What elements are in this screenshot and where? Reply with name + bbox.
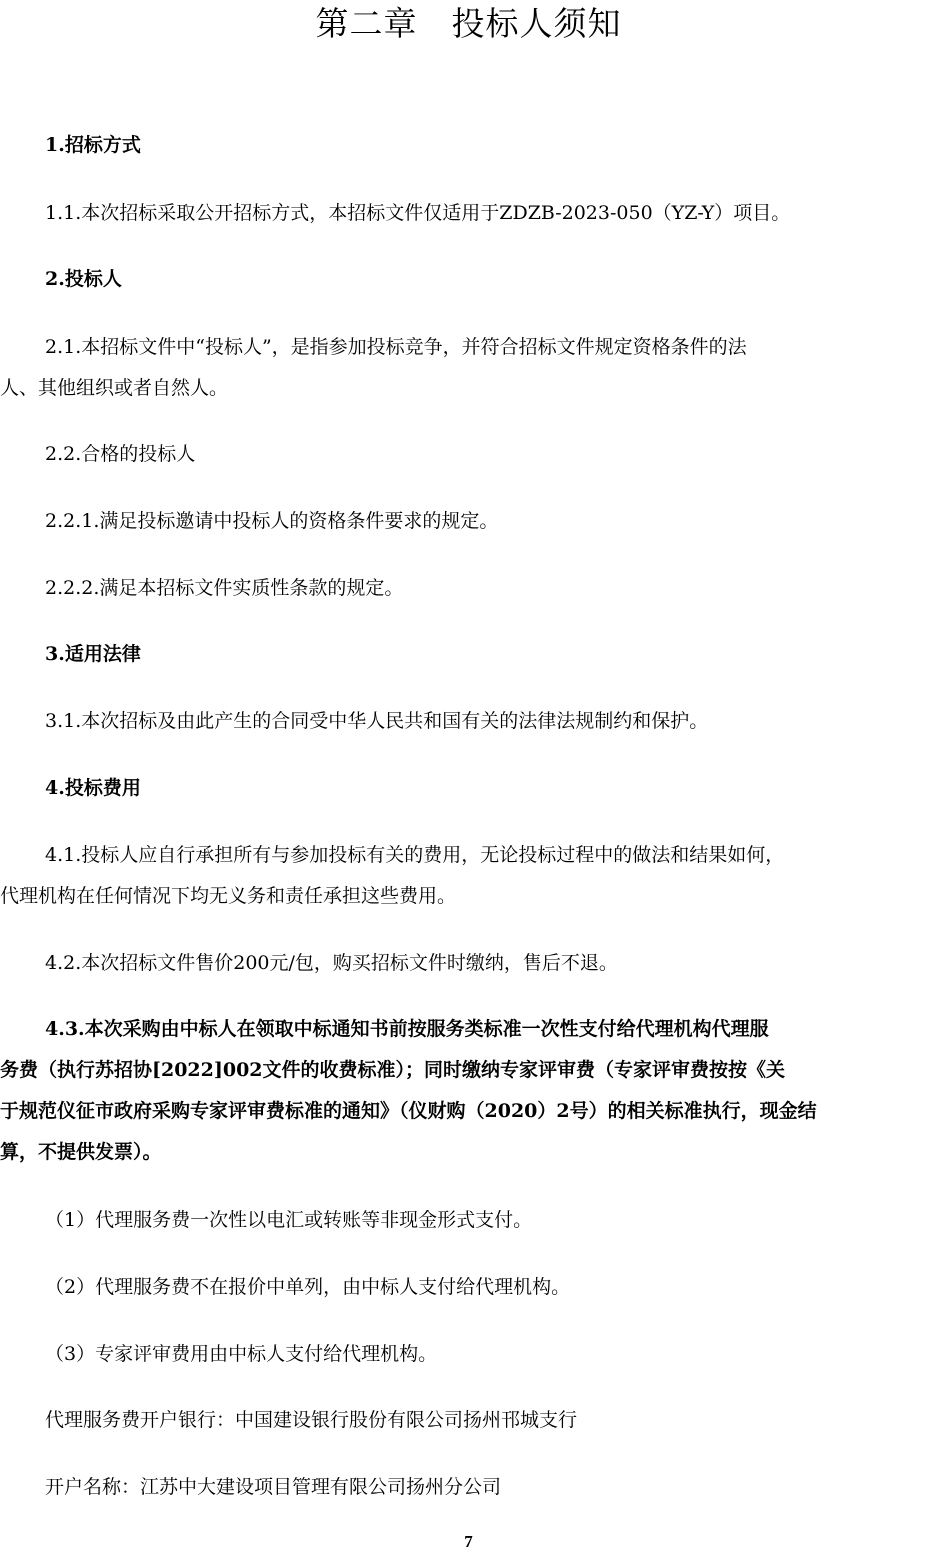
clause-3-1: 3.1.本次招标及由此产生的合同受中华人民共和国有关的法律法规制约和保护。 [45, 710, 709, 732]
list-item-1: （1）代理服务费一次性以电汇或转账等非现金形式支付。 [45, 1209, 533, 1231]
account-name: 开户名称：江苏中大建设项目管理有限公司扬州分公司 [45, 1476, 502, 1498]
clause-4-3-line-2: 务费（执行苏招协[2022]002文件的收费标准）；同时缴纳专家评审费（专家评审费按按《关 [0, 1059, 786, 1081]
chapter-title: 第二章 投标人须知 [315, 4, 622, 43]
list-item-2: （2）代理服务费不在报价中单列，由中标人支付给代理机构。 [45, 1276, 571, 1298]
section-2-heading: 2.投标人 [45, 268, 122, 290]
bank-info: 代理服务费开户银行：中国建设银行股份有限公司扬州邗城支行 [45, 1409, 578, 1431]
clause-4-3-line-3: 于规范仪征市政府采购专家评审费标准的通知》（仪财购（2020）2号）的相关标准执行，现金结 [0, 1100, 817, 1122]
clause-4-3-line-4: 算，不提供发票）。 [0, 1141, 162, 1163]
clause-2-1-line-1: 2.1.本招标文件中“投标人”，是指参加投标竞争，并符合招标文件规定资格条件的法 [45, 336, 747, 358]
clause-2-2: 2.2.合格的投标人 [45, 443, 196, 465]
page-number: 7 [464, 1532, 473, 1551]
clause-4-3-line-1: 4.3.本次采购由中标人在领取中标通知书前按服务类标准一次性支付给代理机构代理服 [45, 1018, 769, 1040]
clause-2-2-2: 2.2.2.满足本招标文件实质性条款的规定。 [45, 577, 404, 599]
clause-2-1-line-2: 人、其他组织或者自然人。 [0, 377, 229, 399]
clause-2-2-1: 2.2.1.满足投标邀请中投标人的资格条件要求的规定。 [45, 510, 499, 532]
section-1-heading: 1.招标方式 [45, 134, 141, 156]
section-4-heading: 4.投标费用 [45, 777, 141, 799]
clause-4-1-line-1: 4.1.投标人应自行承担所有与参加投标有关的费用，无论投标过程中的做法和结果如何， [45, 844, 785, 866]
list-item-3: （3）专家评审费用由中标人支付给代理机构。 [45, 1343, 438, 1365]
clause-4-1-line-2: 代理机构在任何情况下均无义务和责任承担这些费用。 [0, 885, 457, 907]
section-3-heading: 3.适用法律 [45, 643, 141, 665]
clause-1-1: 1.1.本次招标采取公开招标方式，本招标文件仅适用于ZDZB-2023-050（YZ-Y）项目。 [45, 202, 791, 224]
clause-4-2: 4.2.本次招标文件售价200元/包，购买招标文件时缴纳，售后不退。 [45, 952, 618, 974]
